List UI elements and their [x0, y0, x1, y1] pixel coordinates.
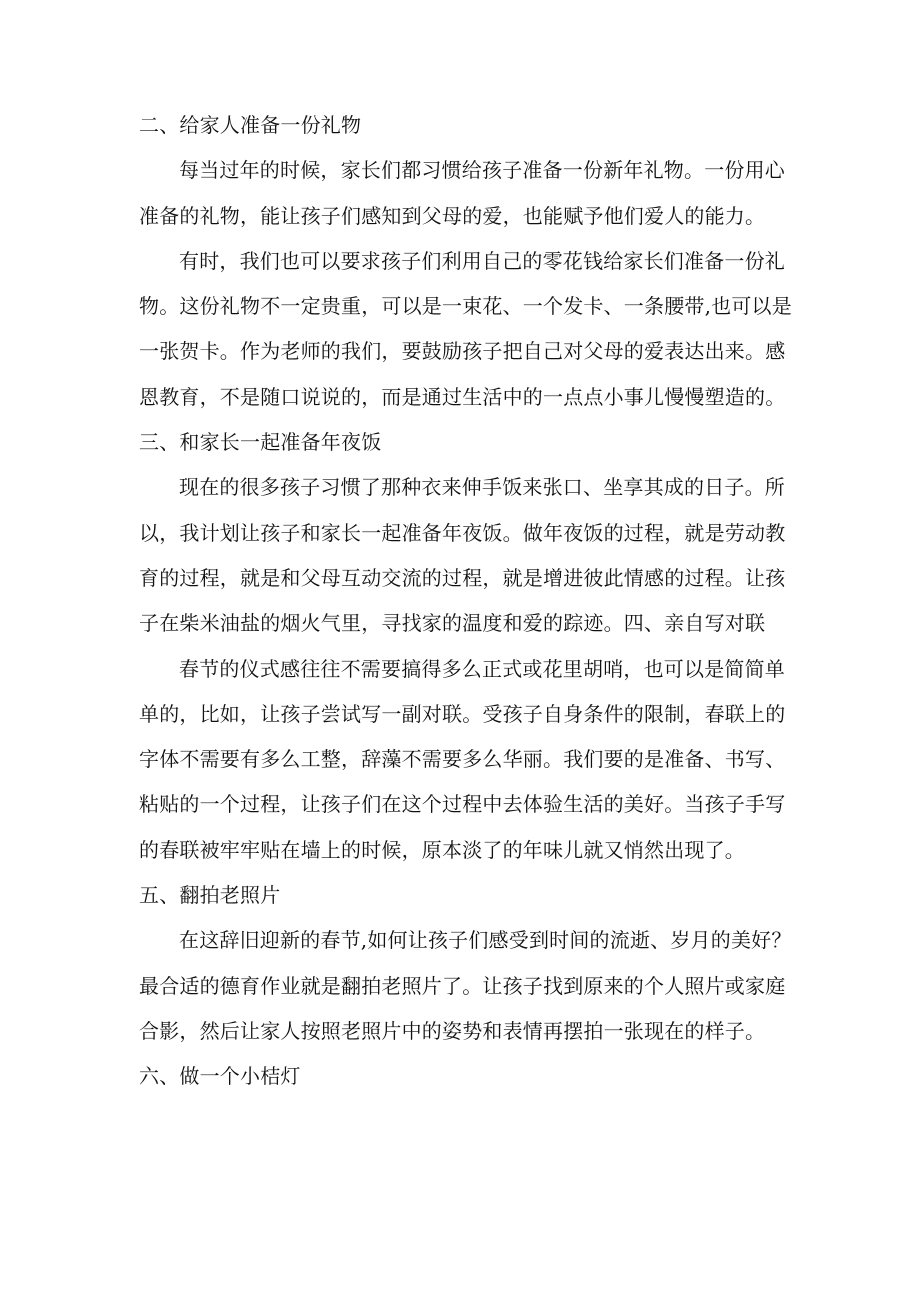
paragraph-line: 最合适的德育作业就是翻拍老照片了。让孩子找到原来的个人照片或家庭	[139, 973, 786, 998]
paragraph-gift-intro	[139, 148, 789, 239]
paragraph-line: 每当过年的时候，家长们都习惯给孩子准备一份新年礼物。一份用心	[179, 158, 785, 183]
paragraph-line: 子在柴米油盐的烟火气里，寻找家的温度和爱的踪迹。四、亲自写对联	[139, 611, 766, 636]
paragraph-gift-detail	[139, 239, 792, 420]
paragraph-photos	[139, 918, 792, 1054]
paragraph-line: 有时，我们也可以要求孩子们利用自己的零花钱给家长们准备一份礼	[179, 248, 785, 273]
heading-line: 二、给家人准备一份礼物	[139, 113, 362, 137]
paragraph-line: 恩教育，不是随口说说的，而是通过生活中的一点点小事儿慢慢塑造的。	[139, 384, 786, 409]
paragraph-line: 育的过程，就是和父母互动交流的过程，就是增进彼此情感的过程。让孩	[139, 565, 786, 590]
paragraph-line: 春节的仪式感往往不需要搞得多么正式或花里胡哨，也可以是简简单	[179, 656, 785, 681]
paragraph-line: 合影，然后让家人按照老照片中的姿势和表情再摆拍一张现在的样子。	[139, 1018, 766, 1043]
paragraph-couplets	[139, 647, 789, 873]
paragraph-line: 在这辞旧迎新的春节,如何让孩子们感受到时间的流逝、岁月的美好？	[179, 928, 792, 953]
heading-line: 五、翻拍老照片	[139, 883, 281, 908]
paragraph-line: 物。这份礼物不一定贵重，可以是一束花、一个发卡、一条腰带,也可以是	[139, 294, 792, 319]
paragraph-line: 以，我计划让孩子和家长一起准备年夜饭。做年夜饭的过程，就是劳动教	[139, 520, 786, 545]
section-heading-dinner	[139, 420, 789, 465]
paragraph-line: 的春联被牢牢贴在墙上的时候，原本淡了的年味儿就又悄然出现了。	[139, 837, 745, 862]
section-heading-gift	[139, 103, 789, 148]
document-body	[139, 103, 792, 1100]
paragraph-line: 字体不需要有多么工整，辞藻不需要多么华丽。我们要的是准备、书写、	[139, 747, 786, 772]
paragraph-dinner	[139, 465, 789, 646]
section-heading-lantern	[139, 1054, 789, 1099]
section-heading-photos	[139, 873, 789, 918]
paragraph-line: 现在的很多孩子习惯了那种衣来伸手饭来张口、坐享其成的日子。所	[179, 475, 785, 500]
paragraph-line: 一张贺卡。作为老师的我们，要鼓励孩子把自己对父母的爱表达出来。感	[139, 339, 786, 364]
paragraph-line: 粘贴的一个过程，让孩子们在这个过程中去体验生活的美好。当孩子手写	[139, 792, 786, 817]
heading-line: 三、和家长一起准备年夜饭	[139, 430, 382, 455]
paragraph-line: 单的，比如，让孩子尝试写一副对联。受孩子自身条件的限制，春联上的	[139, 701, 786, 726]
paragraph-line: 准备的礼物，能让孩子们感知到父母的爱，也能赋予他们爱人的能力。	[139, 203, 766, 228]
heading-line: 六、做一个小桔灯	[139, 1064, 301, 1089]
